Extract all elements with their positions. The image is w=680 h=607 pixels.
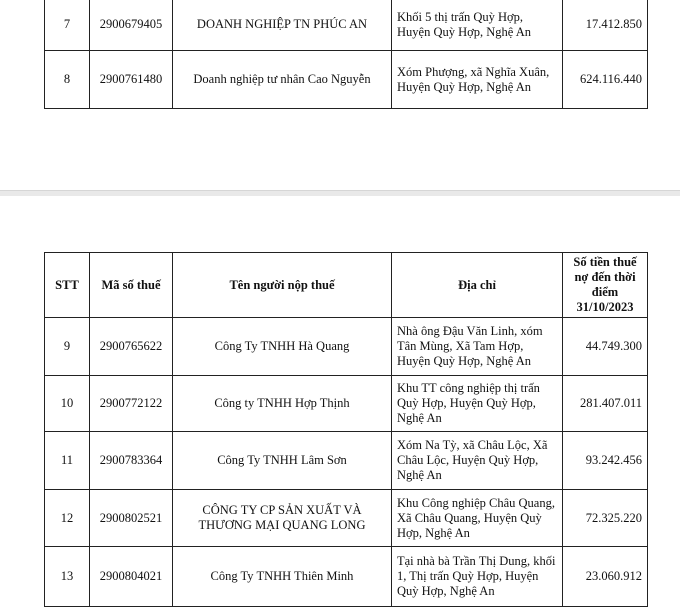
page-top	[0, 0, 680, 190]
taxpayer-cell: Doanh nghiệp tư nhân Cao Nguyễn	[173, 51, 392, 109]
table-row	[45, 490, 648, 547]
stt-cell: 13	[45, 547, 90, 607]
address-cell: Tại nhà bà Trần Thị Dung, khối 1, Thị trấn Quỳ Hợp, Huyện Quỳ Hợp, Nghệ An	[392, 547, 563, 607]
debt-table-part-2	[44, 252, 648, 607]
tax-code-cell: 2900783364	[90, 432, 173, 490]
table-header-row	[45, 253, 648, 318]
taxpayer-cell: Công ty TNHH Hợp Thịnh	[173, 376, 392, 432]
address-cell: Xóm Na Tỳ, xã Châu Lộc, Xã Châu Lộc, Huyện Quỳ Hợp, Nghệ An	[392, 432, 563, 490]
table-row	[45, 547, 648, 607]
header-tax-code: Mã số thuế	[90, 253, 173, 318]
stt-cell: 9	[45, 318, 90, 376]
amount-cell: 17.412.850	[563, 0, 648, 51]
debt-table-part-1	[44, 0, 648, 109]
tax-code-cell: 2900802521	[90, 490, 173, 547]
table-row	[45, 376, 648, 432]
table-row	[45, 432, 648, 490]
tax-code-cell: 2900679405	[90, 0, 173, 51]
header-address: Địa chỉ	[392, 253, 563, 318]
tax-code-cell: 2900761480	[90, 51, 173, 109]
taxpayer-cell: CÔNG TY CP SẢN XUẤT VÀ THƯƠNG MẠI QUANG LONG	[173, 490, 392, 547]
amount-cell: 281.407.011	[563, 376, 648, 432]
address-cell: Khu Công nghiệp Châu Quang, Xã Châu Quang, Huyện Quỳ Hợp, Nghệ An	[392, 490, 563, 547]
amount-cell: 93.242.456	[563, 432, 648, 490]
amount-cell: 624.116.440	[563, 51, 648, 109]
address-cell: Nhà ông Đậu Văn Linh, xóm Tân Mùng, Xã Tam Hợp, Huyện Quỳ Hợp, Nghệ An	[392, 318, 563, 376]
amount-cell: 72.325.220	[563, 490, 648, 547]
taxpayer-cell: Công Ty TNHH Thiên Minh	[173, 547, 392, 607]
stt-cell: 7	[45, 0, 90, 51]
header-stt: STT	[45, 253, 90, 318]
table-row	[45, 0, 648, 51]
taxpayer-cell: DOANH NGHIỆP TN PHÚC AN	[173, 0, 392, 51]
amount-cell: 44.749.300	[563, 318, 648, 376]
address-cell: Xóm Phượng, xã Nghĩa Xuân, Huyện Quỳ Hợp, Nghệ An	[392, 51, 563, 109]
stt-cell: 10	[45, 376, 90, 432]
header-debt: Số tiền thuế nợ đến thời điểm 31/10/2023	[563, 253, 648, 318]
tax-code-cell: 2900804021	[90, 547, 173, 607]
address-cell: Khu TT công nghiệp thị trấn Quỳ Hợp, Huyện Quỳ Hợp, Nghệ An	[392, 376, 563, 432]
stt-cell: 12	[45, 490, 90, 547]
header-taxpayer: Tên người nộp thuế	[173, 253, 392, 318]
table-row	[45, 318, 648, 376]
table-row	[45, 51, 648, 109]
amount-cell: 23.060.912	[563, 547, 648, 607]
tax-code-cell: 2900765622	[90, 318, 173, 376]
taxpayer-cell: Công Ty TNHH Hà Quang	[173, 318, 392, 376]
stt-cell: 8	[45, 51, 90, 109]
tax-code-cell: 2900772122	[90, 376, 173, 432]
address-cell: Khối 5 thị trấn Quỳ Hợp, Huyện Quỳ Hợp, Nghệ An	[392, 0, 563, 51]
taxpayer-cell: Công Ty TNHH Lâm Sơn	[173, 432, 392, 490]
stt-cell: 11	[45, 432, 90, 490]
